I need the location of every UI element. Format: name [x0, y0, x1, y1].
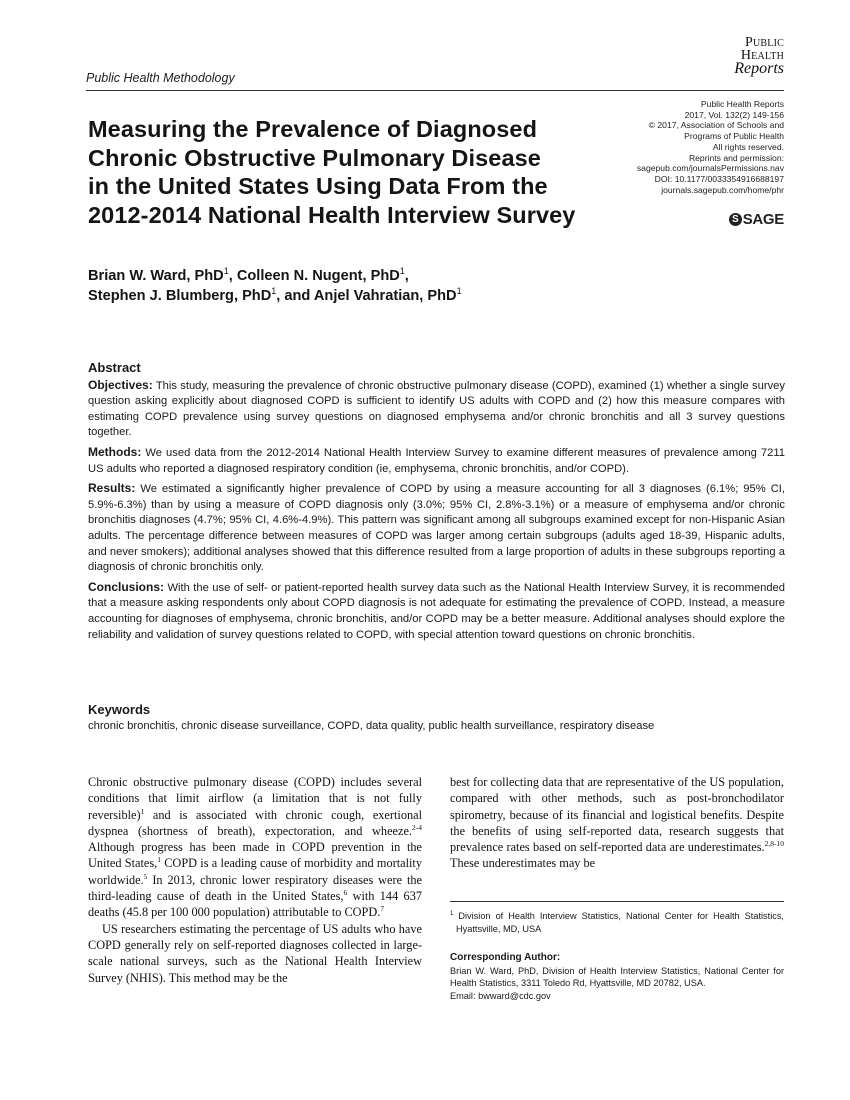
- meta-rights: All rights reserved.: [712, 141, 784, 152]
- meta-permissions-link[interactable]: sagepub.com/journalsPermissions.nav: [636, 163, 784, 174]
- abstract-results: [88, 481, 785, 576]
- email-label: Email:: [450, 990, 479, 1001]
- keywords-heading: Keywords: [88, 702, 151, 717]
- body-text: with 144 637 deaths (45.8 per 100 000 population) attributable to COPD.: [88, 889, 422, 920]
- body-paragraph: [450, 774, 784, 872]
- meta-journal-link[interactable]: journals.sagepub.com/home/phr: [661, 184, 784, 195]
- affiliation-marker: 1: [399, 266, 405, 276]
- body-text: and is associated with chronic cough, exertional dyspnea (shortness of breath), expectoration, and wheeze.: [88, 807, 422, 838]
- methods-text: We used data from the 2012-2014 National Health Interview Survey to examine different measures of prevalence among 7211 US adults who reported a diagnosed respiratory condition (ie, emphysema, chronic bronchitis, and/or COPD).: [88, 446, 785, 475]
- logo-line-3: Reports: [734, 60, 784, 77]
- publisher-name: SAGE: [742, 211, 784, 228]
- citation-ref[interactable]: 2,8-10: [764, 839, 784, 849]
- author-name: Anjel Vahratian, PhD: [313, 288, 457, 304]
- body-paragraph: US researchers estimating the percentage of US adults who have COPD generally rely on self-reported diagnoses collected in large-scale national surveys, such as the National Health Interview Survey (NHIS). This method may be the: [88, 921, 422, 985]
- abstract-methods: [88, 445, 785, 477]
- body-text: COPD is a leading cause of morbidity and mortality worldwide.: [88, 856, 422, 887]
- citation-ref[interactable]: 7: [380, 904, 385, 914]
- affiliation-marker: 1: [271, 286, 277, 296]
- citation-ref[interactable]: 1: [157, 855, 161, 865]
- results-label: Results:: [88, 481, 136, 496]
- conclusions-label: Conclusions:: [88, 579, 165, 594]
- footnote-divider: [450, 901, 784, 902]
- body-text: Although progress has been made in COPD prevention in the United States,: [88, 840, 422, 871]
- email-link[interactable]: bwward@cdc.gov: [478, 990, 551, 1001]
- objectives-text: This study, measuring the prevalence of chronic obstructive pulmonary disease (COPD), examined (1) whether a single survey question asking explicitly about diagnosed COPD is sufficient to identify US adults with COPD and (2) how this measure compares with estimating COPD prevalence using survey questions on diagnosed emphysema and/or chronic bronchitis and all 3 survey questions together.: [88, 379, 786, 439]
- publication-meta: [564, 99, 784, 195]
- title-line: in the United States Using Data From the: [88, 173, 548, 199]
- affiliation-marker: 1: [456, 286, 462, 296]
- corresponding-heading: Corresponding Author:: [450, 952, 561, 963]
- author-separator: ,: [404, 268, 409, 284]
- author-separator: ,: [228, 268, 237, 284]
- citation-ref[interactable]: 1: [140, 806, 145, 816]
- affiliation-number: 1: [450, 911, 454, 917]
- keywords-text: chronic bronchitis, chronic disease surveillance, COPD, data quality, public health surveillance, respiratory disease: [88, 719, 655, 732]
- methods-label: Methods:: [88, 444, 142, 459]
- author-name: Colleen N. Nugent, PhD: [236, 268, 400, 284]
- body-text: These underestimates may be: [450, 856, 596, 871]
- corresponding-email-line: [450, 990, 784, 1003]
- title-line: 2012-2014 National Health Interview Survey: [88, 201, 576, 228]
- abstract-section: [88, 360, 785, 647]
- logo-line-2: Health: [740, 48, 784, 63]
- body-text: In 2013, chronic lower respiratory diseases were the third-leading cause of death in the United States,: [88, 872, 422, 904]
- keywords-section: [88, 702, 785, 734]
- body-column-left: [88, 774, 422, 986]
- meta-reprints: Reprints and permission:: [688, 152, 784, 163]
- citation-ref[interactable]: 2-4: [412, 822, 422, 832]
- body-paragraph: [88, 774, 422, 921]
- affiliation-marker: 1: [223, 266, 229, 276]
- author-list: [88, 266, 462, 306]
- section-label: Public Health Methodology: [86, 71, 235, 85]
- abstract-conclusions: [88, 580, 785, 643]
- affiliation-footnote: [450, 910, 784, 935]
- meta-copyright: © 2017, Association of Schools and: [648, 120, 784, 131]
- corresponding-author: [450, 952, 784, 1002]
- logo-line-1: Public: [745, 35, 784, 50]
- meta-journal: Public Health Reports: [700, 99, 784, 109]
- objectives-label: Objectives:: [88, 377, 153, 392]
- meta-doi[interactable]: DOI: 10.1177/0033354916688197: [654, 173, 784, 184]
- abstract-heading: Abstract: [88, 360, 141, 375]
- body-text: best for collecting data that are representative of the US population, compared with other methods, such as post-bronchodilator spirometry, because of its financial and logistical benefits. Despite the benefits of using self-reported data, research suggests that prevalence rates based on self-reported data are underestimates.: [450, 775, 784, 855]
- title-line: Chronic Obstructive Pulmonary Disease: [88, 144, 541, 171]
- sage-icon: S: [729, 213, 742, 226]
- meta-volume: 2017, Vol. 132(2) 149-156: [684, 109, 784, 120]
- citation-ref[interactable]: 6: [343, 888, 348, 898]
- body-text: Chronic obstructive pulmonary disease (COPD) includes several conditions that limit airflow (a limitation that is not fully reversible): [88, 775, 422, 822]
- citation-ref[interactable]: 5: [143, 871, 148, 881]
- body-column-right: [450, 774, 784, 872]
- publisher-logo: [729, 211, 784, 228]
- title-line: Measuring the Prevalence of Diagnosed: [88, 116, 538, 142]
- author-name: Stephen J. Blumberg, PhD: [88, 288, 272, 304]
- corresponding-text: Brian W. Ward, PhD, Division of Health Interview Statistics, National Center for Health Statistics, 3311 Toledo Rd, Hyattsville, MD 20782, USA.: [450, 965, 784, 989]
- journal-logo: [734, 36, 784, 75]
- results-text: We estimated a significantly higher prevalence of COPD by using a measure accounting for all 3 diagnoses (6.1%; 95% CI, 5.9%-6.3%) than by using a measure of COPD diagnosis only (3.0%; 95% CI, 2.8%-3.1%) or a measure of emphysema and/or chronic bronchitis diagnoses (4.7%; 95% CI, 4.6%-4.9%). This pattern was significant among all subgroups examined except for non-Hispanic Asian adults. The percentage difference between measures of COPD was larger among certain subgroups (adults aged 18-39, Hispanic adults, and never smokers); additional analyses showed that this difference resulted from a large proportion of adults in these subgroups reporting a diagnosis of chronic bronchitis only.: [88, 483, 786, 574]
- meta-copyright-2: Programs of Public Health: [684, 131, 784, 142]
- author-name: Brian W. Ward, PhD: [88, 268, 224, 284]
- conclusions-text: With the use of self- or patient-reported health survey data such as the National Health Interview Survey, it is recommended that a measure asking respondents only about COPD diagnosis is not adequate for estimating the prevalence of COPD. Instead, a measure accounting for diagnoses of emphysema, chronic bronchitis, and/or COPD may be a better measure. Additional analyses should explore the reliability and validation of survey questions related to COPD, with special attention toward questions on chronic bronchitis.: [88, 581, 785, 641]
- article-title: [88, 115, 628, 229]
- abstract-objectives: [88, 378, 785, 441]
- affiliation-text: Division of Health Interview Statistics, National Center for Health Statistics, Hyattsville, MD, USA: [456, 911, 784, 934]
- header-divider: [86, 90, 784, 91]
- author-separator: , and: [276, 288, 314, 304]
